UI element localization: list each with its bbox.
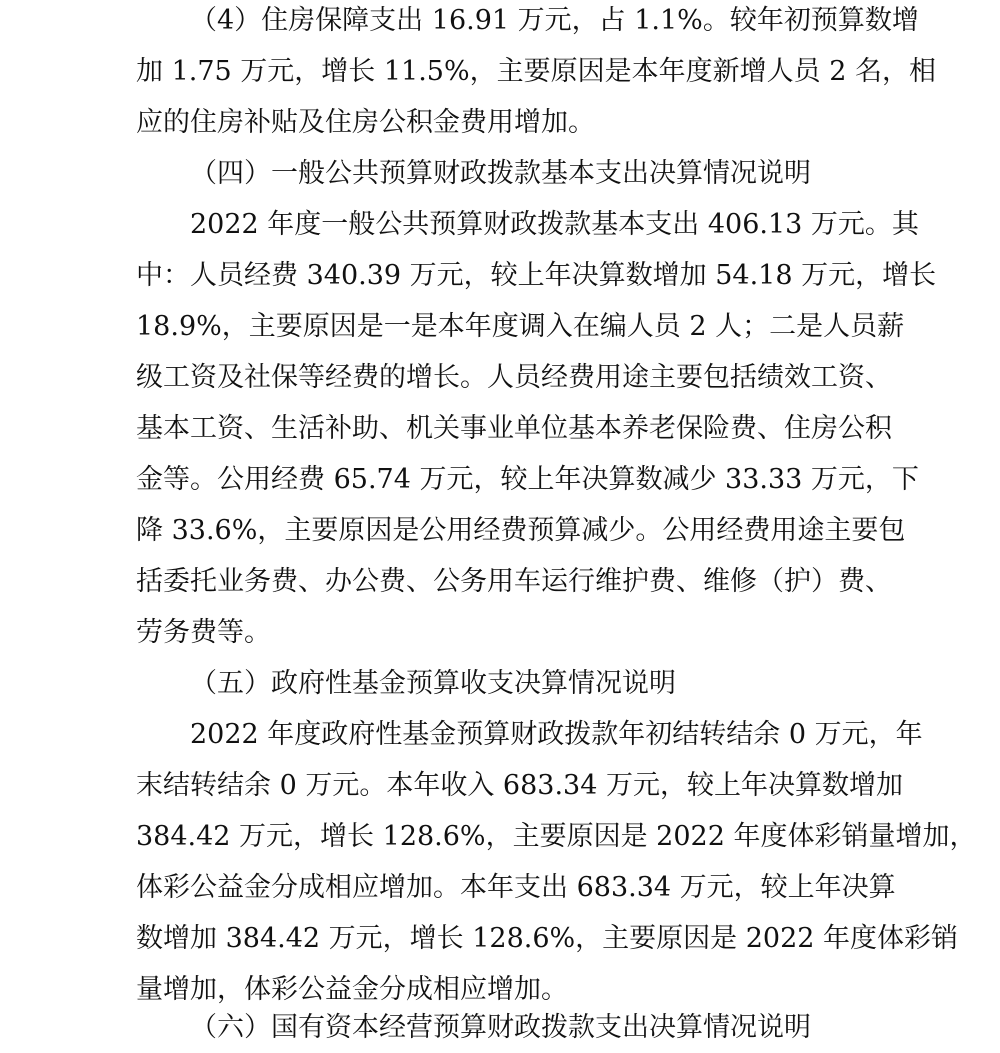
paragraph-line: 18.9%，主要原因是一是本年度调入在编人员 2 人；二是人员薪: [136, 311, 905, 342]
paragraph-line: 中：人员经费 340.39 万元，较上年决算数增加 54.18 万元，增长: [136, 260, 937, 291]
paragraph-line: 末结转结余 0 万元。本年收入 683.34 万元，较上年决算数增加: [136, 770, 903, 801]
paragraph-line: 金等。公用经费 65.74 万元，较上年决算数减少 33.33 万元，下: [136, 464, 919, 495]
paragraph-line: 2022 年度政府性基金预算财政拨款年初结转结余 0 万元，年: [190, 719, 923, 750]
paragraph-line: 降 33.6%，主要原因是公用经费预算减少。公用经费用途主要包: [136, 515, 906, 546]
paragraph-line: 应的住房补贴及住房公积金费用增加。: [136, 107, 595, 138]
paragraph-line: 数增加 384.42 万元，增长 128.6%，主要原因是 2022 年度体彩销: [136, 923, 959, 954]
paragraph-line: 级工资及社保等经费的增长。人员经费用途主要包括绩效工资、: [136, 362, 892, 393]
paragraph-line: 2022 年度一般公共预算财政拨款基本支出 406.13 万元。其: [190, 209, 919, 240]
paragraph-line: 384.42 万元，增长 128.6%，主要原因是 2022 年度体彩销量增加，: [136, 821, 977, 852]
paragraph-line: 加 1.75 万元，增长 11.5%，主要原因是本年度新增人员 2 名，相: [136, 56, 936, 87]
section-heading: （五）政府性基金预算收支决算情况说明: [190, 668, 676, 699]
paragraph-line: 体彩公益金分成相应增加。本年支出 683.34 万元，较上年决算: [136, 872, 896, 903]
paragraph-line: 劳务费等。: [136, 617, 271, 648]
paragraph-line: 括委托业务费、办公费、公务用车运行维护费、维修（护）费、: [136, 566, 892, 597]
section-heading: （四）一般公共预算财政拨款基本支出决算情况说明: [190, 158, 811, 189]
paragraph-line: 基本工资、生活补助、机关事业单位基本养老保险费、住房公积: [136, 413, 892, 444]
paragraph-line: 量增加，体彩公益金分成相应增加。: [136, 974, 568, 1005]
paragraph-line: （4）住房保障支出 16.91 万元，占 1.1%。较年初预算数增: [190, 5, 919, 36]
section-heading: （六）国有资本经营预算财政拨款支出决算情况说明: [190, 1012, 811, 1043]
